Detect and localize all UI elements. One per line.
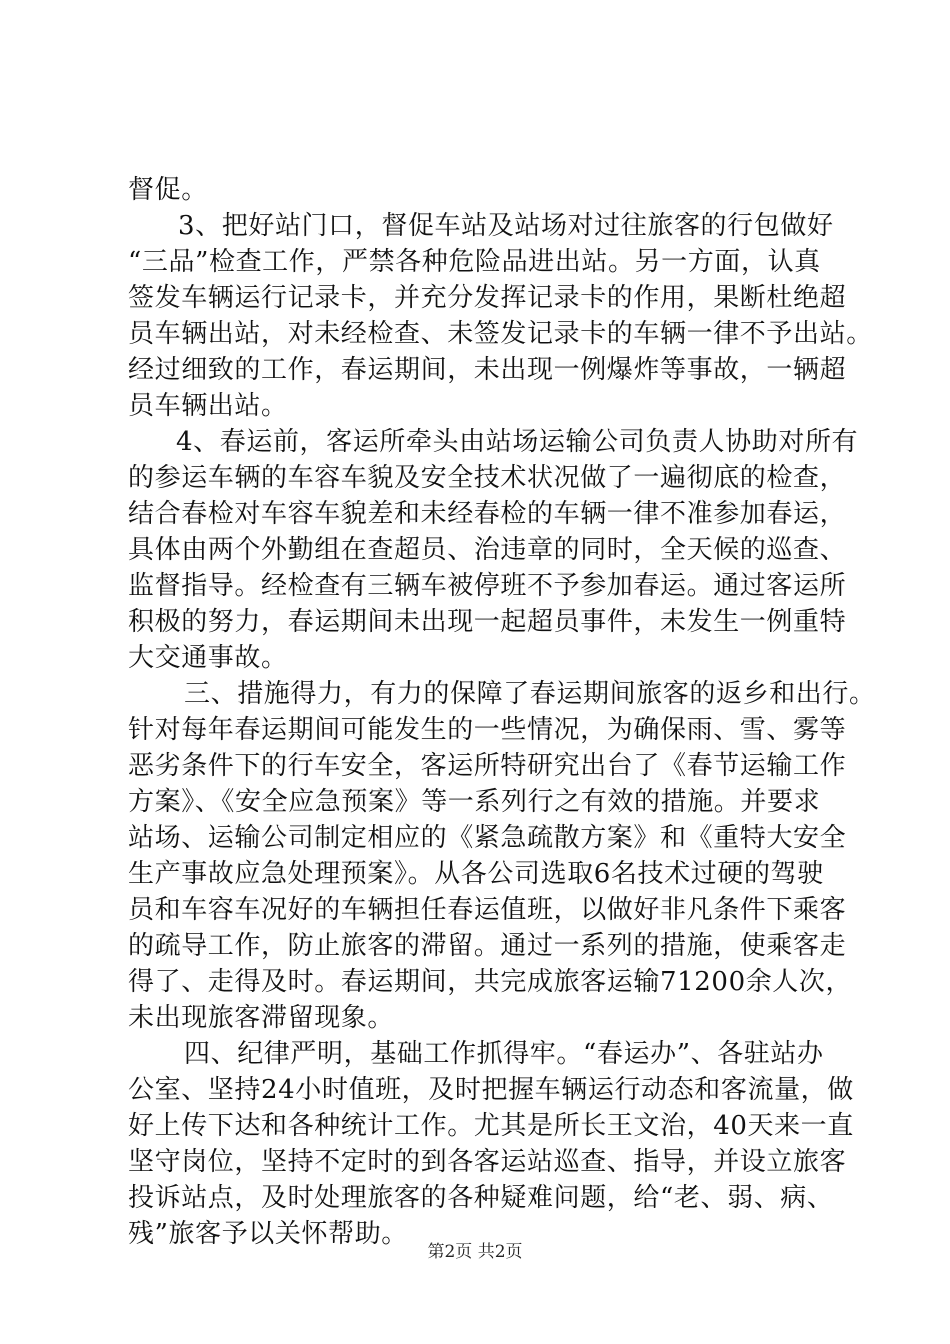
paragraph-start-line: 三、措施得力，有力的保障了春运期间旅客的返乡和出行。 bbox=[184, 679, 876, 709]
page-number-footer: 第2页 共2页 bbox=[427, 1242, 523, 1262]
text-line: 残”旅客予以关怀帮助。 bbox=[128, 1219, 408, 1249]
text-line: 的参运车辆的车容车貌及安全技术状况做了一遍彻底的检查， bbox=[128, 463, 847, 493]
text-line: 督促。 bbox=[128, 175, 208, 205]
text-line: 的疏导工作，防止旅客的滞留。通过一系列的措施，使乘客走 bbox=[128, 931, 847, 961]
text-line: 具体由两个外勤组在查超员、治违章的同时，全天候的巡查、 bbox=[128, 535, 847, 565]
paragraph-start-line: 3、把好站门口，督促车站及站场对过往旅客的行包做好 bbox=[178, 211, 834, 241]
text-line: 员车辆出站。 bbox=[128, 391, 288, 421]
text-line: 方案》、《安全应急预案》等一系列行之有效的措施。并要求 bbox=[128, 787, 821, 817]
text-line: 积极的努力，春运期间未出现一起超员事件，未发生一例重特 bbox=[128, 607, 847, 637]
text-line: 大交通事故。 bbox=[128, 643, 288, 673]
text-line: 签发车辆运行记录卡，并充分发挥记录卡的作用，果断杜绝超 bbox=[128, 283, 847, 313]
text-line: 投诉站点，及时处理旅客的各种疑难问题，给“老、弱、病、 bbox=[128, 1183, 834, 1213]
text-line: 站场、运输公司制定相应的《紧急疏散方案》和《重特大安全 bbox=[128, 823, 847, 853]
text-line: 未出现旅客滞留现象。 bbox=[128, 1003, 395, 1033]
text-line: 恶劣条件下的行车安全，客运所特研究出台了《春节运输工作 bbox=[128, 751, 847, 781]
text-line: 生产事故应急处理预案》。从各公司选取6名技术过硬的驾驶 bbox=[128, 859, 824, 889]
text-line: 得了、走得及时。春运期间，共完成旅客运输71200余人次， bbox=[128, 967, 853, 997]
text-line: 监督指导。经检查有三辆车被停班不予参加春运。通过客运所 bbox=[128, 571, 847, 601]
text-line: 针对每年春运期间可能发生的一些情况，为确保雨、雪、雾等 bbox=[128, 715, 847, 745]
text-line: 公室、坚持24小时值班，及时把握车辆运行动态和客流量，做 bbox=[128, 1075, 854, 1105]
paragraph-start-line: 四、纪律严明，基础工作抓得牢。“春运办”、各驻站办 bbox=[184, 1039, 824, 1069]
text-line: 员和车容车况好的车辆担任春运值班，以做好非凡条件下乘客 bbox=[128, 895, 847, 925]
text-line: 坚守岗位，坚持不定时的到各客运站巡查、指导，并设立旅客 bbox=[128, 1147, 847, 1177]
text-line: “三品”检查工作，严禁各种危险品进出站。另一方面，认真 bbox=[128, 247, 821, 277]
text-line: 经过细致的工作，春运期间，未出现一例爆炸等事故，一辆超 bbox=[128, 355, 847, 385]
text-line: 结合春检对车容车貌差和未经春检的车辆一律不准参加春运， bbox=[128, 499, 847, 529]
text-line: 好上传下达和各种统计工作。尤其是所长王文治，40天来一直 bbox=[128, 1111, 854, 1141]
text-line: 员车辆出站，对未经检查、未签发记录卡的车辆一律不予出站。 bbox=[128, 319, 873, 349]
paragraph-start-line: 4、春运前，客运所牵头由站场运输公司负责人协助对所有 bbox=[176, 427, 859, 457]
